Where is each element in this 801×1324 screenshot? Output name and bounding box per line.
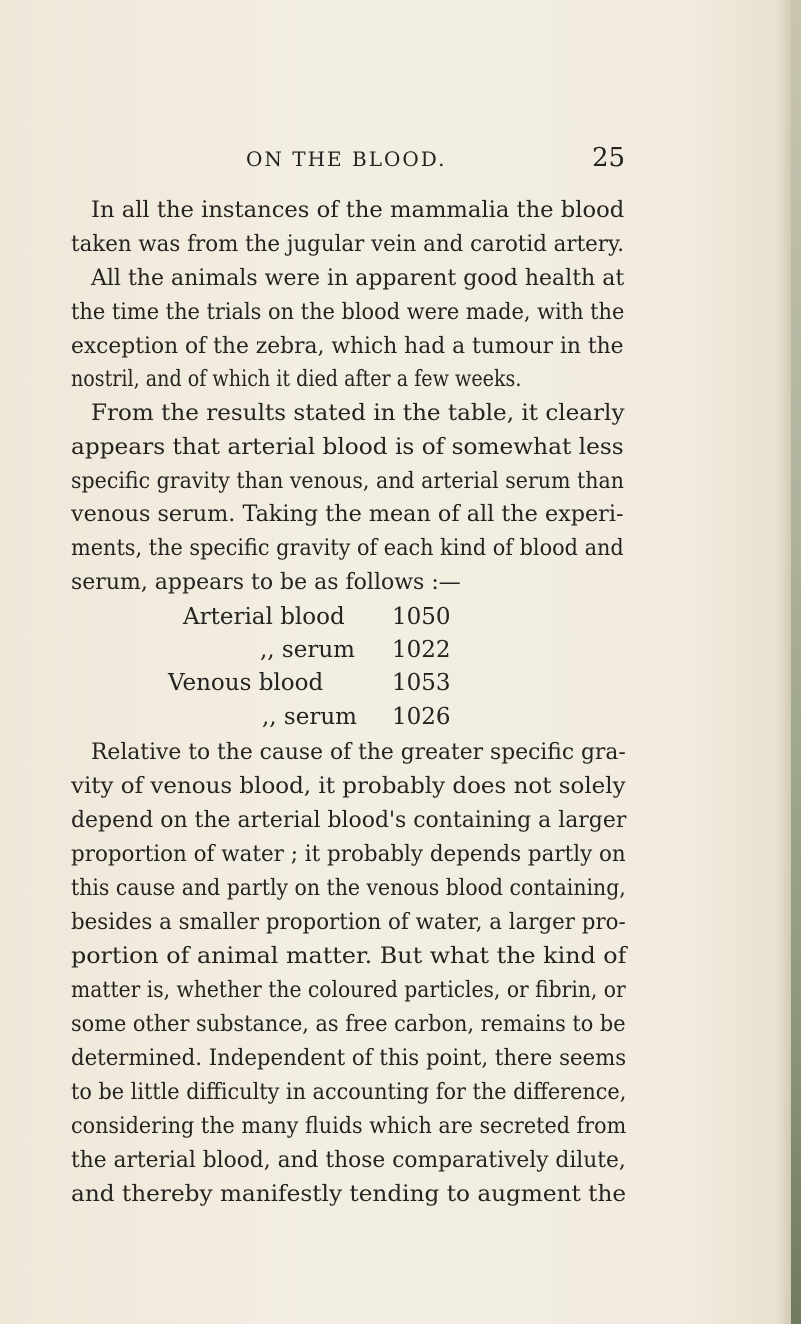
page-header	[0, 143, 801, 173]
text-line: From the results stated in the table, it clearly	[91, 400, 625, 426]
text-line: serum, appears to be as follows :—	[71, 569, 461, 595]
text-line: this cause and partly on the venous blood containing,	[71, 875, 626, 901]
text-line: depend on the arterial blood's containing a larger	[71, 807, 627, 833]
text-line: besides a smaller proportion of water, a larger pro-	[71, 909, 626, 935]
text-line: nostril, and of which it died after a few weeks.	[71, 366, 522, 392]
text-line: the arterial blood, and those comparatively dilute,	[71, 1147, 626, 1173]
text-line: exception of the zebra, which had a tumour in the	[71, 333, 624, 359]
page-edge	[791, 0, 801, 1324]
table-value: 1022	[392, 637, 451, 663]
text-line: taken was from the jugular vein and carotid artery.	[71, 231, 624, 257]
text-line: to be little difficulty in accounting for the difference,	[71, 1079, 627, 1105]
running-head: ON THE BLOOD.	[246, 147, 447, 171]
text-line: portion of animal matter. But what the kind of	[71, 943, 627, 969]
table-label: ,, serum	[262, 704, 357, 730]
table-value: 1053	[392, 670, 451, 696]
table-label: ,, serum	[260, 637, 355, 663]
text-line: vity of venous blood, it probably does not solely	[71, 773, 626, 799]
table-value: 1026	[392, 704, 451, 730]
text-line: Relative to the cause of the greater specific gra-	[91, 739, 626, 765]
text-line: In all the instances of the mammalia the blood	[91, 197, 625, 223]
text-line: some other substance, as free carbon, remains to be	[71, 1011, 626, 1037]
text-line: determined. Independent of this point, there seems	[71, 1045, 627, 1071]
table-label: Venous blood	[168, 670, 324, 696]
table-label: Arterial blood	[183, 604, 345, 630]
page-number: 25	[592, 143, 626, 173]
table-value: 1050	[392, 604, 451, 630]
text-line: venous serum. Taking the mean of all the experi-	[71, 501, 624, 527]
text-line: and thereby manifestly tending to augment the	[71, 1181, 627, 1207]
text-line: ments, the specific gravity of each kind of blood and	[71, 535, 624, 561]
text-line: matter is, whether the coloured particles, or fibrin, or	[71, 977, 626, 1003]
text-line: considering the many fluids which are secreted from	[71, 1113, 627, 1139]
text-line: the time the trials on the blood were made, with the	[71, 299, 625, 325]
text-line: proportion of water ; it probably depends partly on	[71, 841, 626, 867]
text-line: All the animals were in apparent good health at	[91, 265, 625, 291]
text-line: appears that arterial blood is of somewhat less	[71, 434, 624, 460]
text-line: specific gravity than venous, and arterial serum than	[71, 468, 624, 494]
